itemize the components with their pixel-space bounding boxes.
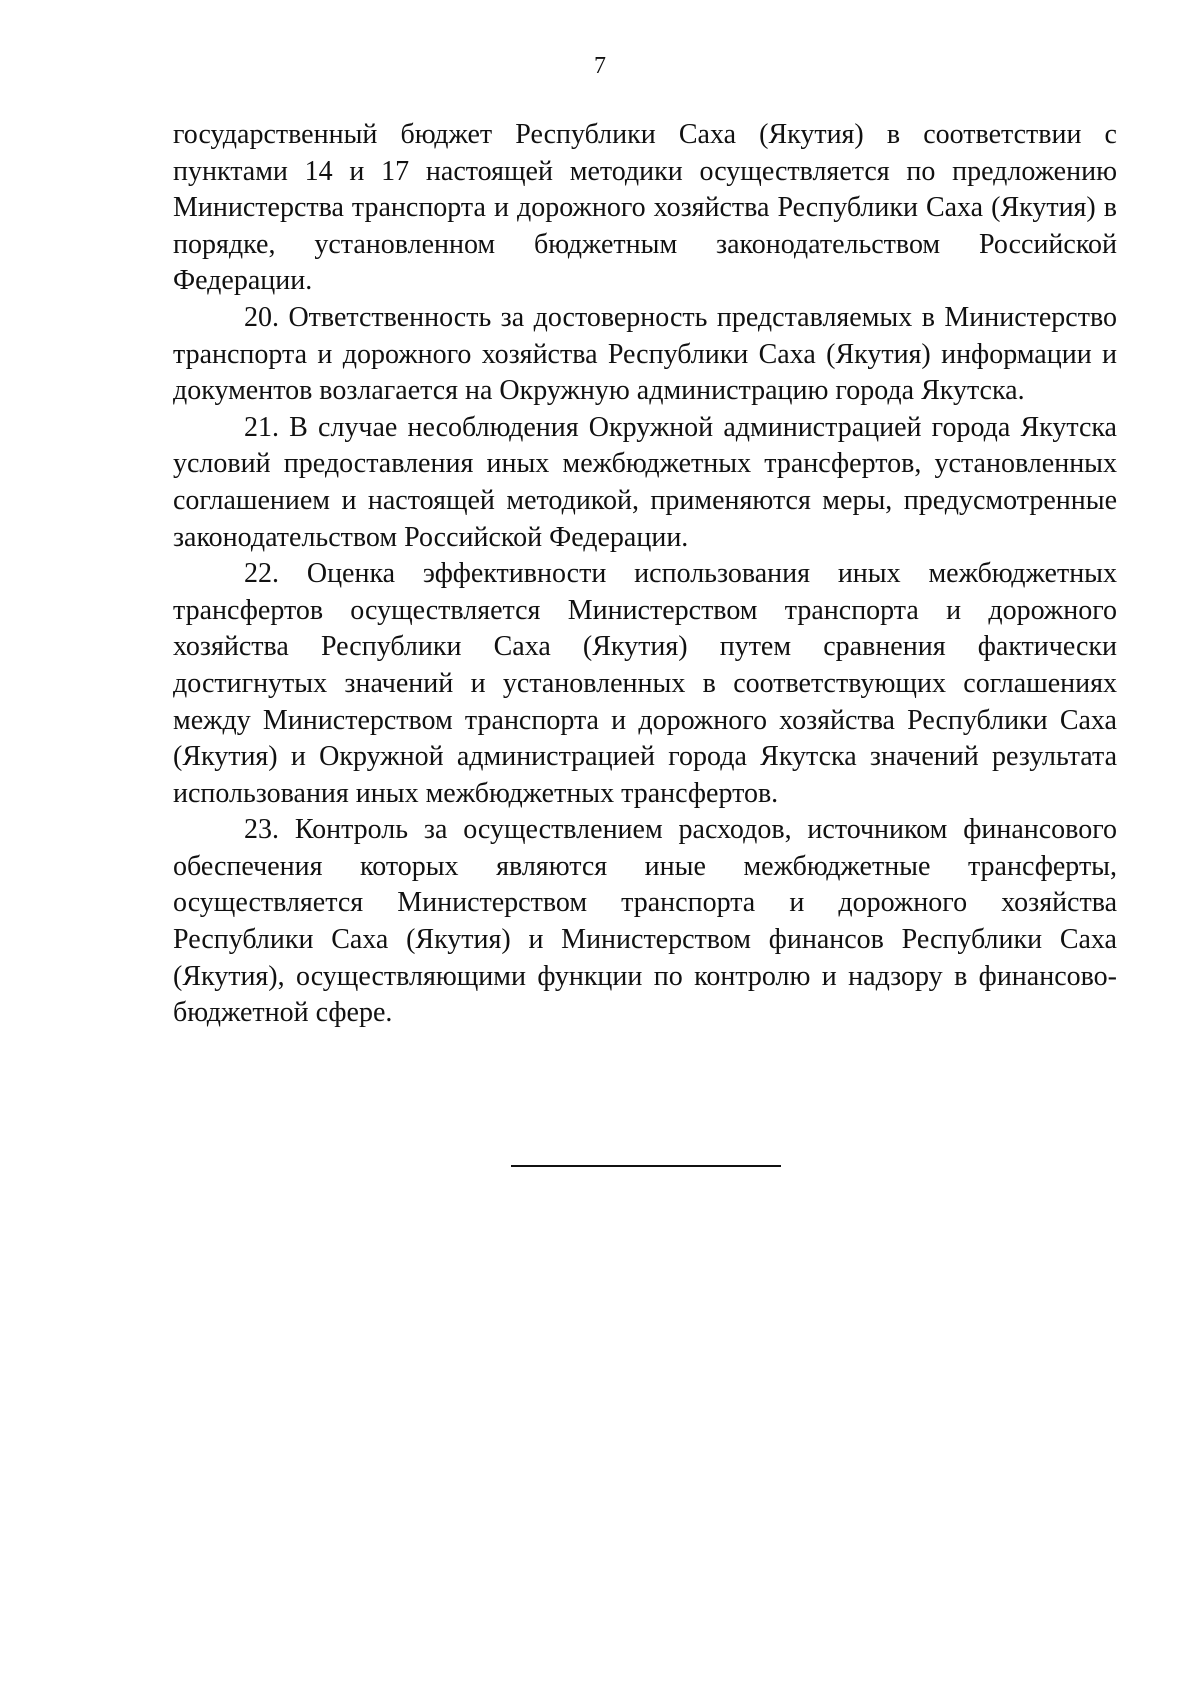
- paragraph-item-20: 20. Ответственность за достоверность представляемых в Министерство транспорта и дорожного хозяйства Республики Саха (Якутия) информации и документов возлагается на Окружную администрацию города Якутска.: [173, 301, 1117, 407]
- document-body: [173, 117, 1117, 1032]
- paragraph-item-21: 21. В случае несоблюдения Окружной администрацией города Якутска условий предоставления иных межбюджетных трансфертов, установленных соглашением и настоящей методикой, применяются меры, предусмотренные законодательством Российской Федерации.: [173, 411, 1117, 553]
- end-of-document-rule: [511, 1165, 781, 1167]
- page-number: 7: [594, 53, 606, 79]
- paragraph-continuation: государственный бюджет Республики Саха (Якутия) в соответствии с пунктами 14 и 17 настоящей методики осуществляется по предложению Министерства транспорта и дорожного хозяйства Республики Саха (Якутия) в порядке, установленном бюджетным законодательством Российской Федерации.: [173, 119, 1117, 297]
- paragraph-item-22: 22. Оценка эффективности использования иных межбюджетных трансфертов осуществляется Министерством транспорта и дорожного хозяйства Республики Саха (Якутия) путем сравнения фактически достигнутых значений и установленных в соответствующих соглашениях между Министерством транспорта и дорожного хозяйства Республики Саха (Якутия) и Окружной администрацией города Якутска значений результата использования иных межбюджетных трансфертов.: [173, 558, 1117, 809]
- paragraph-item-23: 23. Контроль за осуществлением расходов, источником финансового обеспечения которых являются иные межбюджетные трансферты, осуществляется Министерством транспорта и дорожного хозяйства Республики Саха (Якутия) и Министерством финансов Республики Саха (Якутия), осуществляющими функции по контролю и надзору в финансово-бюджетной сфере.: [173, 814, 1117, 1029]
